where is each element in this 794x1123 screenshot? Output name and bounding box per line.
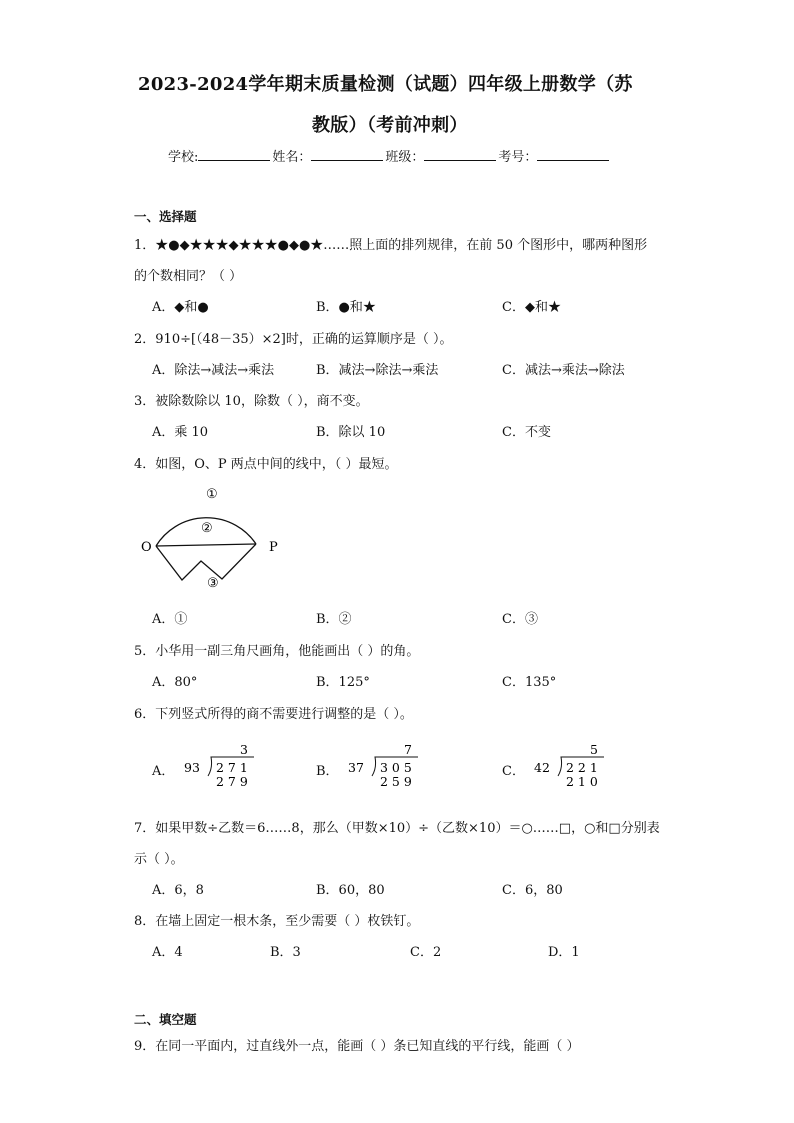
question-7-option-a[interactable]: A．6，8	[152, 883, 204, 898]
question-2-line-1: 2．910÷[（48－35）×2]时，正确的运算顺序是（ ）。	[134, 332, 453, 347]
division-b-divisor: 37	[348, 760, 364, 775]
id-blank[interactable]	[537, 148, 609, 161]
division-c-quotient: 5	[590, 742, 598, 757]
name-blank[interactable]	[311, 148, 383, 161]
division-b-dividend: 3 0 5	[380, 760, 412, 775]
question-3-option-b[interactable]: B．除以 10	[316, 425, 386, 440]
question-4-option-b[interactable]: B．②	[316, 612, 352, 627]
question-7-option-b[interactable]: B．60，80	[316, 883, 385, 898]
division-b-product: 2 5 9	[380, 774, 412, 789]
question-4-line-1: 4．如图，O、P 两点中间的线中，（ ）最短。	[134, 457, 398, 472]
question-5-option-c[interactable]: C．135°	[502, 675, 557, 690]
question-5-line-1: 5．小华用一副三角尺画角，他能画出（ ）的角。	[134, 644, 420, 659]
title-line-1: 2023-2024学年期末质量检测（试题）四年级上册数学（苏	[138, 74, 633, 95]
question-1-option-b[interactable]: B．●和★	[316, 300, 376, 315]
student-info-row	[168, 146, 611, 165]
class-label: 班级：	[385, 150, 425, 165]
section-heading-fill: 二、填空题	[134, 1012, 197, 1027]
question-4-option-c[interactable]: C．③	[502, 612, 538, 627]
id-label: 考号：	[498, 150, 538, 165]
division-c-divisor: 42	[534, 760, 550, 775]
class-blank[interactable]	[424, 148, 496, 161]
question-8-line-1: 8．在墙上固定一根木条，至少需要（ ）枚铁钉。	[134, 914, 420, 929]
name-label: 姓名：	[272, 150, 312, 165]
division-c-product: 2 1 0	[566, 774, 598, 789]
division-a-product: 2 7 9	[216, 774, 248, 789]
question-9-line-1: 9．在同一平面内，过直线外一点，能画（ ）条已知直线的平行线，能画（ ）	[134, 1039, 580, 1054]
title-line-2: 教版）（考前冲刺）	[312, 115, 468, 136]
question-5-option-a[interactable]: A．80°	[152, 675, 198, 690]
school-label: 学校:	[168, 150, 199, 165]
school-blank[interactable]	[198, 148, 270, 161]
figure-label-path2: ②	[201, 521, 213, 536]
question-6-option-c[interactable]: C．	[502, 764, 525, 779]
figure-label-path1: ①	[206, 487, 218, 502]
question-6-line-1: 6．下列竖式所得的商不需要进行调整的是（ ）。	[134, 707, 413, 722]
figure-label-p: P	[269, 540, 278, 555]
question-3-line-1: 3．被除数除以 10，除数（ ），商不变。	[134, 394, 369, 409]
question-1-line-1: 1．★●◆★★★◆★★★●◆●★……照上面的排列规律，在前 50 个图形中，哪两种图形	[134, 238, 648, 253]
section-heading-choice: 一、选择题	[134, 209, 197, 224]
question-1-line-2: 的个数相同？（ ）	[134, 269, 243, 284]
question-2-option-c[interactable]: C．减法→乘法→除法	[502, 363, 625, 378]
question-4-option-a[interactable]: A．①	[152, 612, 188, 627]
question-7-line-2: 示（ ）。	[134, 852, 184, 867]
figure-straight-path	[156, 544, 256, 546]
question-8-option-a[interactable]: A．4	[152, 945, 183, 960]
figure-zigzag-path	[156, 544, 256, 580]
question-8-option-d[interactable]: D．1	[548, 945, 580, 960]
question-5-option-b[interactable]: B．125°	[316, 675, 370, 690]
division-c-dividend: 2 2 1	[566, 760, 598, 775]
question-2-option-b[interactable]: B．减法→除法→乘法	[316, 363, 439, 378]
question-3-option-c[interactable]: C．不变	[502, 425, 551, 440]
question-8-option-c[interactable]: C．2	[410, 945, 442, 960]
division-a-quotient: 3	[240, 742, 248, 757]
question-6-option-a[interactable]: A．	[152, 764, 175, 779]
question-2-option-a[interactable]: A．除法→减法→乘法	[152, 363, 275, 378]
question-7-line-1: 7．如果甲数÷乙数＝6……8，那么（甲数×10）÷（乙数×10）＝○……□，○和□分别表	[134, 821, 660, 836]
question-8-option-b[interactable]: B．3	[270, 945, 301, 960]
question-1-option-c[interactable]: C．◆和★	[502, 300, 561, 315]
figure-label-o: O	[141, 540, 152, 555]
division-c	[532, 740, 612, 796]
division-a	[182, 740, 262, 796]
question-6-option-b[interactable]: B．	[316, 764, 339, 779]
question-1-option-a[interactable]: A．◆和●	[152, 300, 209, 315]
figure-label-path3: ③	[207, 576, 219, 591]
division-b-quotient: 7	[404, 742, 412, 757]
question-7-option-c[interactable]: C．6，80	[502, 883, 563, 898]
question-4-figure	[135, 482, 305, 592]
division-b	[346, 740, 426, 796]
division-a-dividend: 2 7 1	[216, 760, 248, 775]
division-a-divisor: 93	[184, 760, 200, 775]
question-3-option-a[interactable]: A．乘 10	[152, 425, 209, 440]
